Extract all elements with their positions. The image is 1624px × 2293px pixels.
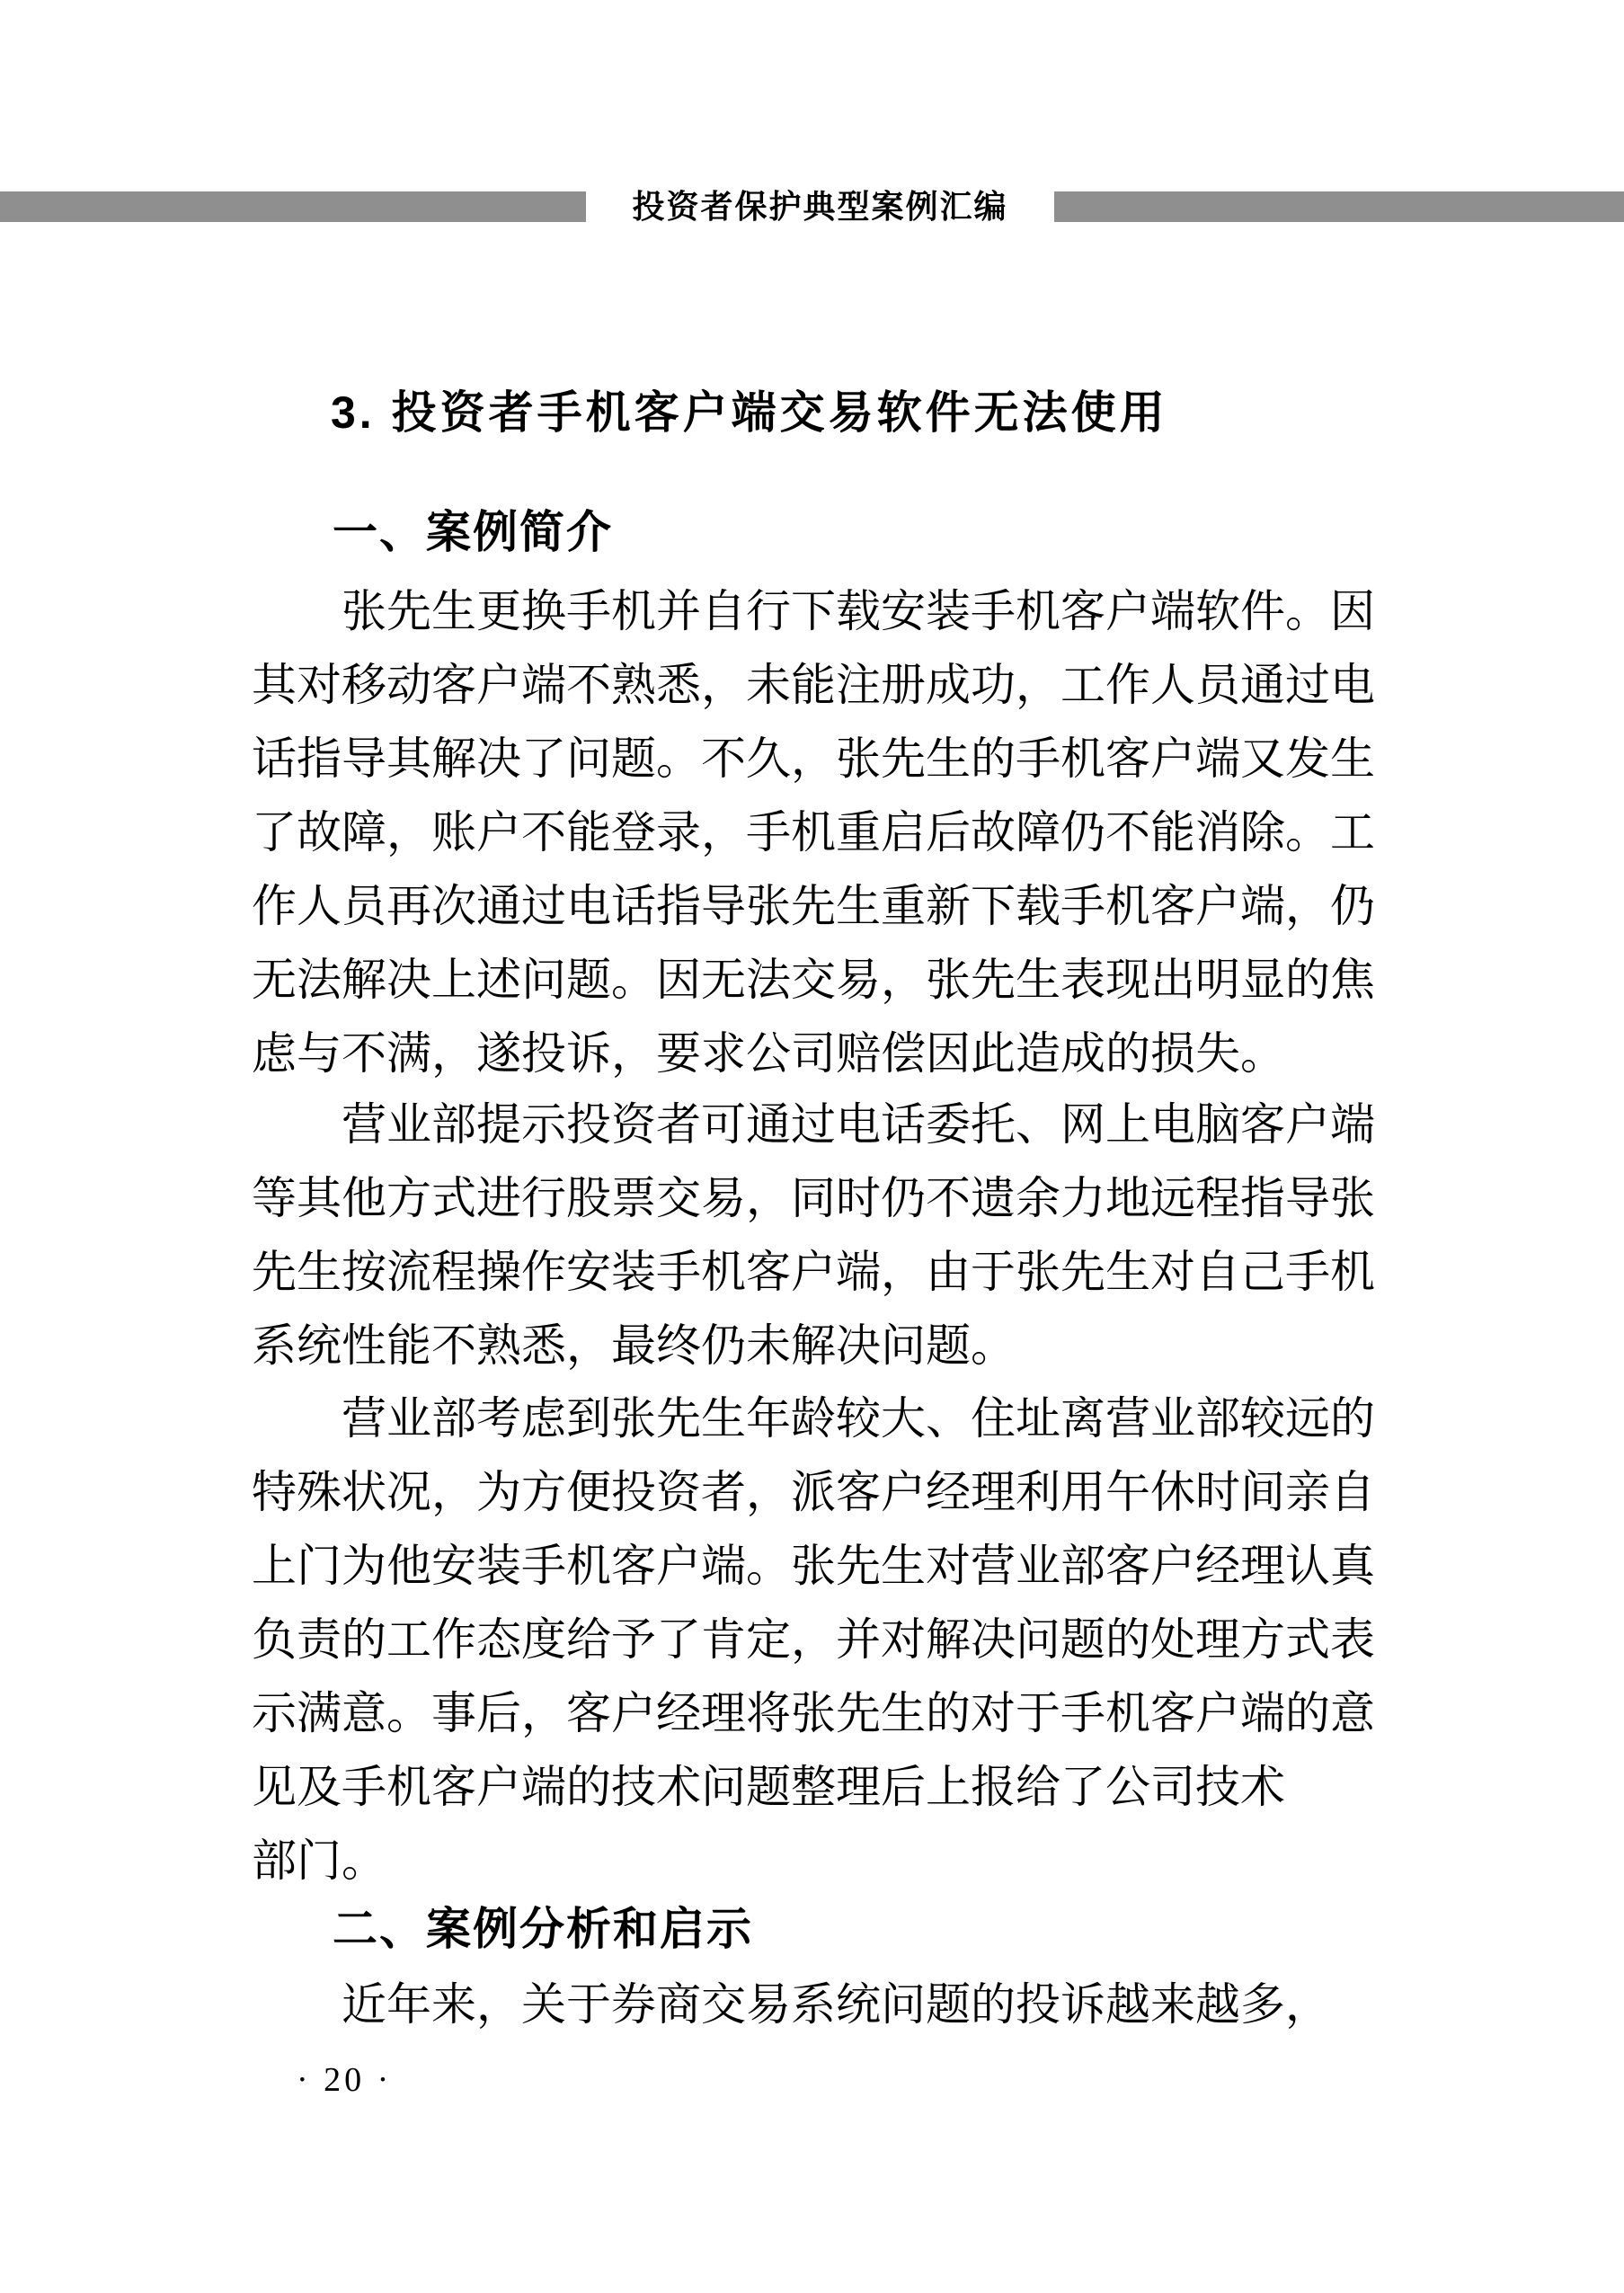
text-line: 营业部考虑到张先生年龄较大、住址离营业部较远的 [342, 1393, 1375, 1444]
text-line: 虑与不满，遂投诉，要求公司赔偿因此造成的损失。 [252, 1028, 1285, 1079]
paragraph [252, 1968, 1375, 2041]
case-title: 3. 投资者手机客户端交易软件无法使用 [331, 387, 1168, 438]
header-bar-right [1054, 191, 1624, 222]
text-line: 作人员再次通过电话指导张先生重新下载手机客户端，仍 [252, 881, 1375, 931]
text-line: 话指导其解决了问题。不久，张先生的手机客户端又发生 [252, 733, 1375, 784]
section-heading-case-analysis: 二、案例分析和启示 [333, 1904, 753, 1954]
paragraph [252, 574, 1375, 1090]
running-header [0, 188, 1624, 225]
paragraph [252, 1382, 1375, 1898]
page-number: · 20 · [297, 2061, 393, 2099]
text-line: 营业部提示投资者可通过电话委托、网上电脑客户端 [342, 1099, 1375, 1150]
text-line: 系统性能不熟悉，最终仍未解决问题。 [252, 1320, 1016, 1371]
text-line: 了故障，账户不能登录，手机重启后故障仍不能消除。工 [252, 807, 1375, 858]
text-line: 无法解决上述问题。因无法交易，张先生表现出明显的焦 [252, 955, 1375, 1005]
text-line: 张先生更换手机并自行下载安装手机客户端软件。因 [342, 586, 1375, 636]
text-line: 负责的工作态度给予了肯定，并对解决问题的处理方式表 [252, 1614, 1375, 1665]
text-line: 特殊状况，为方便投资者，派客户经理利用午休时间亲自 [252, 1467, 1375, 1517]
text-line: 示满意。事后，客户经理将张先生的对于手机客户端的意 [252, 1688, 1375, 1738]
running-head-title: 投资者保护典型案例汇编 [632, 188, 1008, 225]
text-line: 部门。 [252, 1835, 386, 1886]
text-line: 见及手机客户端的技术问题整理后上报给了公司技术 [252, 1762, 1285, 1812]
text-line: 先生按流程操作安装手机客户端，由于张先生对自己手机 [252, 1247, 1375, 1297]
text-line: 近年来，关于券商交易系统问题的投诉越来越多， [342, 1979, 1330, 2030]
header-bar-left [0, 191, 586, 222]
paragraph [252, 1088, 1375, 1382]
text-line: 其对移动客户端不熟悉，未能注册成功，工作人员通过电 [252, 660, 1375, 710]
text-line: 上门为他安装手机客户端。张先生对营业部客户经理认真 [252, 1541, 1375, 1591]
section-heading-case-intro: 一、案例简介 [333, 507, 613, 557]
text-line: 等其他方式进行股票交易，同时仍不遗余力地远程指导张 [252, 1173, 1375, 1223]
